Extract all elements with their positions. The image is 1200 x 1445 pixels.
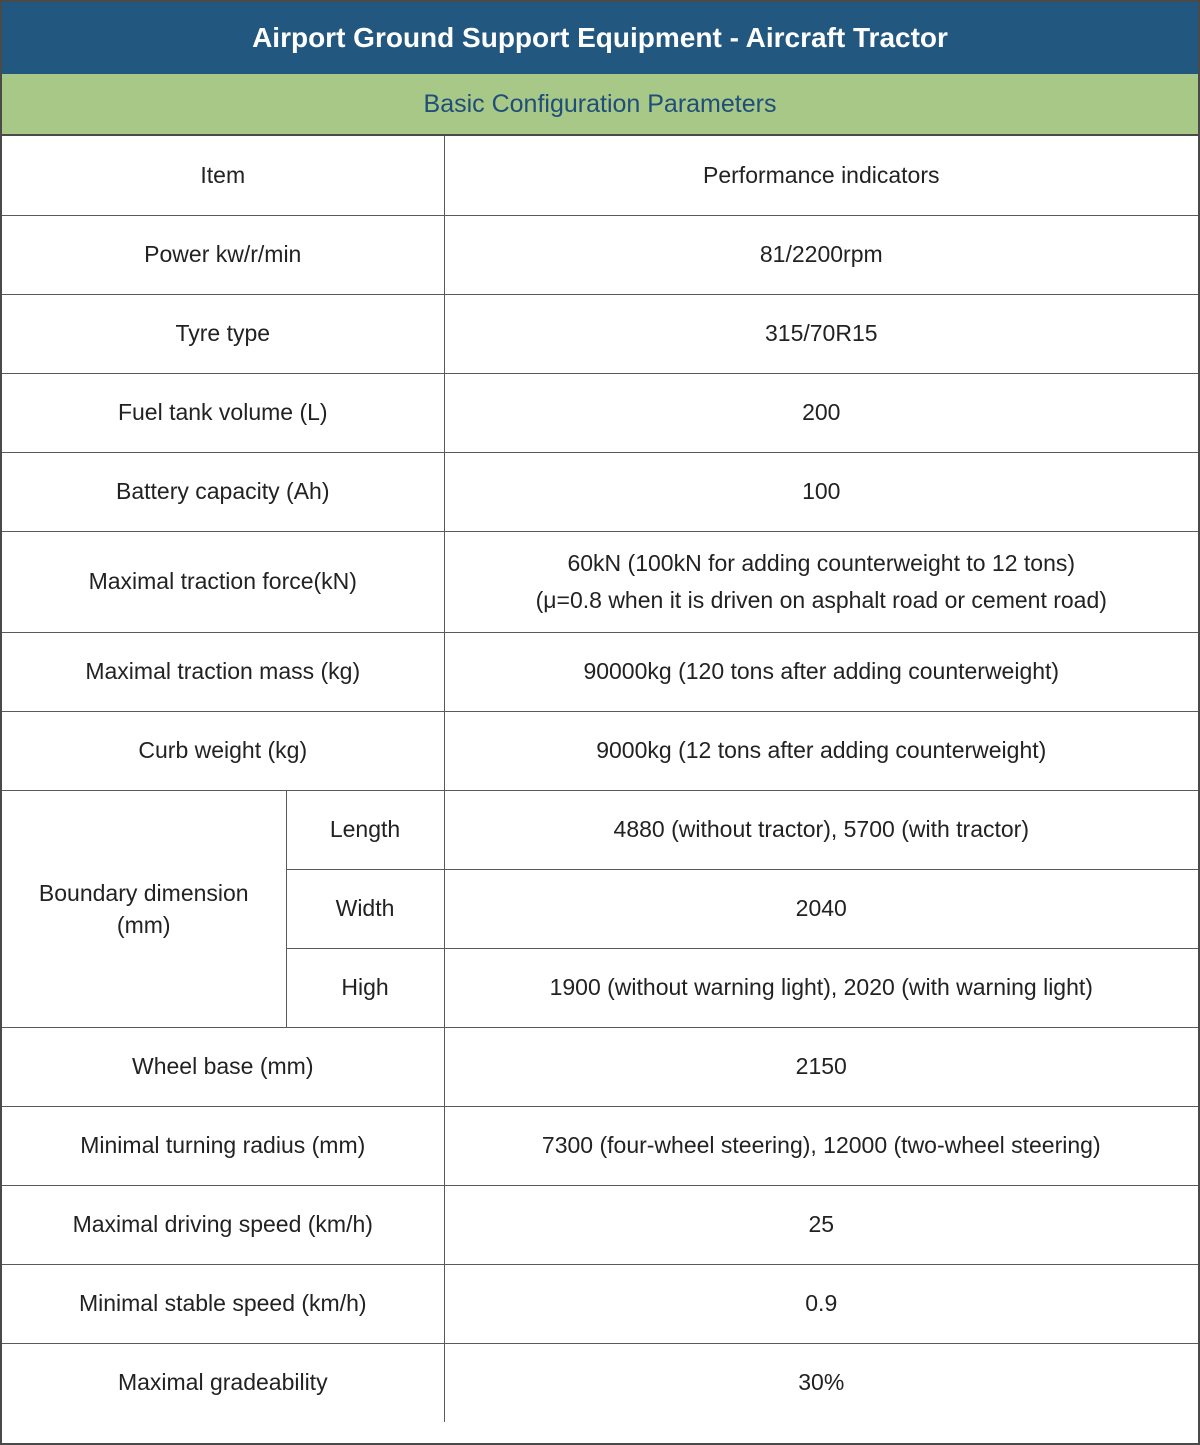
spec-table xyxy=(2,136,1198,1422)
row-value: 7300 (four-wheel steering), 12000 (two-wheel steering) xyxy=(444,1106,1198,1185)
row-item: Maximal gradeability xyxy=(2,1343,444,1422)
row-value xyxy=(444,531,1198,632)
row-value: 100 xyxy=(444,452,1198,531)
row-value-line: (μ=0.8 when it is driven on asphalt road or cement road) xyxy=(535,586,1107,613)
table-row xyxy=(2,1027,1198,1106)
row-item: Maximal traction mass (kg) xyxy=(2,632,444,711)
boundary-label-line: Boundary dimension xyxy=(38,879,249,906)
row-value-line: 60kN (100kN for adding counterweight to 12 tons) xyxy=(567,549,1076,576)
table-row xyxy=(2,294,1198,373)
row-value: 25 xyxy=(444,1185,1198,1264)
boundary-label-line: (mm) xyxy=(116,911,171,938)
table-title: Airport Ground Support Equipment - Aircraft Tractor xyxy=(2,2,1198,74)
row-item: Maximal driving speed (km/h) xyxy=(2,1185,444,1264)
table-subtitle: Basic Configuration Parameters xyxy=(2,74,1198,136)
row-value: 9000kg (12 tons after adding counterweight) xyxy=(444,711,1198,790)
row-value: 1900 (without warning light), 2020 (with warning light) xyxy=(444,948,1198,1027)
row-value: 315/70R15 xyxy=(444,294,1198,373)
table-row xyxy=(2,373,1198,452)
boundary-sub-item: High xyxy=(286,948,444,1027)
table-header-row xyxy=(2,136,1198,215)
table-row xyxy=(2,1185,1198,1264)
table-row xyxy=(2,1106,1198,1185)
row-value: 0.9 xyxy=(444,1264,1198,1343)
table-row xyxy=(2,1343,1198,1422)
boundary-sub-item: Length xyxy=(286,790,444,869)
table-row xyxy=(2,1264,1198,1343)
row-value: 2150 xyxy=(444,1027,1198,1106)
header-item: Item xyxy=(2,136,444,215)
row-item: Minimal turning radius (mm) xyxy=(2,1106,444,1185)
row-value: 90000kg (120 tons after adding counterweight) xyxy=(444,632,1198,711)
row-value: 4880 (without tractor), 5700 (with tractor) xyxy=(444,790,1198,869)
row-item: Battery capacity (Ah) xyxy=(2,452,444,531)
table-row xyxy=(2,531,1198,632)
row-item: Curb weight (kg) xyxy=(2,711,444,790)
row-item: Fuel tank volume (L) xyxy=(2,373,444,452)
row-value: 200 xyxy=(444,373,1198,452)
table-row xyxy=(2,215,1198,294)
row-value: 2040 xyxy=(444,869,1198,948)
row-value: 81/2200rpm xyxy=(444,215,1198,294)
row-item: Tyre type xyxy=(2,294,444,373)
header-performance: Performance indicators xyxy=(444,136,1198,215)
table-row xyxy=(2,452,1198,531)
table-row xyxy=(2,711,1198,790)
row-value: 30% xyxy=(444,1343,1198,1422)
boundary-sub-item: Width xyxy=(286,869,444,948)
row-item: Power kw/r/min xyxy=(2,215,444,294)
row-item: Minimal stable speed (km/h) xyxy=(2,1264,444,1343)
table-row xyxy=(2,632,1198,711)
row-item: Maximal traction force(kN) xyxy=(2,531,444,632)
table-row xyxy=(2,790,1198,869)
row-item: Wheel base (mm) xyxy=(2,1027,444,1106)
boundary-dimension-label xyxy=(2,790,286,1027)
